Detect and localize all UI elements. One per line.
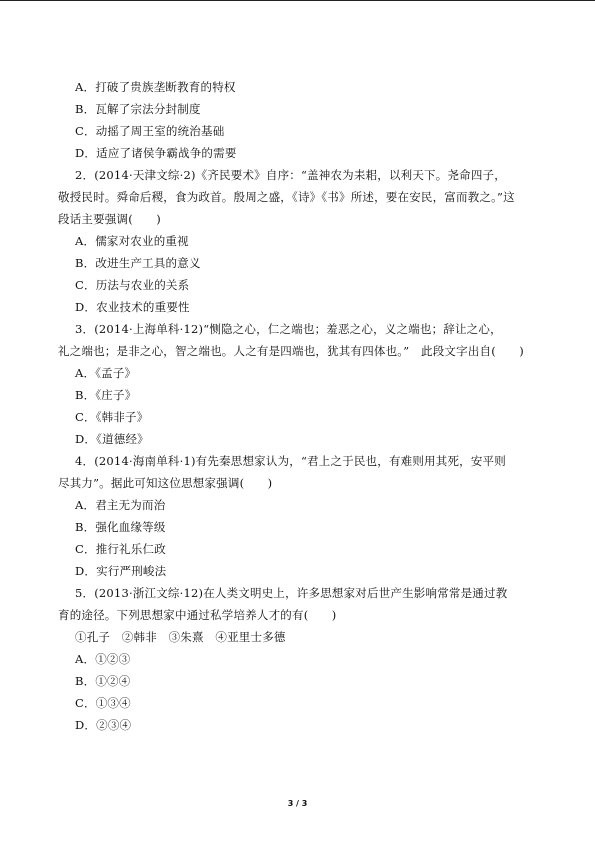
q4-option-a: A．君主无为而治 [75, 498, 166, 512]
q3-option-d: D．《道德经》 [75, 432, 149, 446]
q4-option-d: D．实行严刑峻法 [75, 564, 167, 578]
q5-option-b: B．①②④ [75, 674, 131, 688]
q4-stem-line-1: 4．(2014·海南单科·1)有先秦思想家认为，“君上之于民也，有难则用其死，安平则 [75, 454, 506, 468]
q2-option-d: D．农业技术的重要性 [75, 300, 190, 314]
q3-option-c: C．《韩非子》 [75, 410, 149, 424]
q1-option-d: D．适应了诸侯争霸战争的需要 [75, 146, 237, 160]
q5-items: ①孔子 ②韩非 ③朱熹 ④亚里士多德 [75, 630, 286, 644]
q5-stem-line-2: 育的途径。下列思想家中通过私学培养人才的有( ) [58, 608, 337, 622]
q4-option-b: B．强化血缘等级 [75, 520, 166, 534]
top-rule [0, 0, 595, 1]
page-number: 3 / 3 [287, 799, 308, 808]
q5-option-d: D．②③④ [75, 718, 132, 732]
q3-option-b: B．《庄子》 [75, 388, 137, 402]
q1-option-c: C．动摇了周王室的统治基础 [75, 124, 225, 138]
q5-option-c: C．①③④ [75, 696, 131, 710]
q3-stem-line-1: 3．(2014·上海单科·12)“恻隐之心，仁之端也；羞恶之心，义之端也；辞让之心， [75, 322, 502, 336]
q2-option-b: B．改进生产工具的意义 [75, 256, 201, 270]
q2-stem-line-2: 敬授民时。舜命后稷，食为政首。殷周之盛，《诗》《书》所述，要在安民，富而教之。”这 [58, 190, 515, 204]
q2-stem-line-1: 2．(2014·天津文综·2)《齐民要术》自序：“盖神农为耒耜，以利天下。尧命四子， [75, 168, 506, 182]
q3-option-a: A．《孟子》 [75, 366, 137, 380]
q1-option-a: A．打破了贵族垄断教育的特权 [75, 80, 236, 94]
q1-option-b: B．瓦解了宗法分封制度 [75, 102, 201, 116]
q2-option-c: C．历法与农业的关系 [75, 278, 190, 292]
q5-option-a: A．①②③ [75, 652, 131, 666]
q5-stem-line-1: 5．(2013·浙江文综·12)在人类文明史上，许多思想家对后世产生影响常常是通过教 [75, 586, 508, 600]
q3-stem-line-2: 礼之端也；是非之心，智之端也。人之有是四端也，犹其有四体也。” 此段文字出自( ) [58, 344, 524, 358]
q2-stem-line-3: 段话主要强调( ) [58, 212, 161, 226]
question-content [58, 76, 538, 736]
q4-stem-line-2: 尽其力”。据此可知这位思想家强调( ) [58, 476, 273, 490]
q2-option-a: A．儒家对农业的重视 [75, 234, 189, 248]
q4-option-c: C．推行礼乐仁政 [75, 542, 166, 556]
